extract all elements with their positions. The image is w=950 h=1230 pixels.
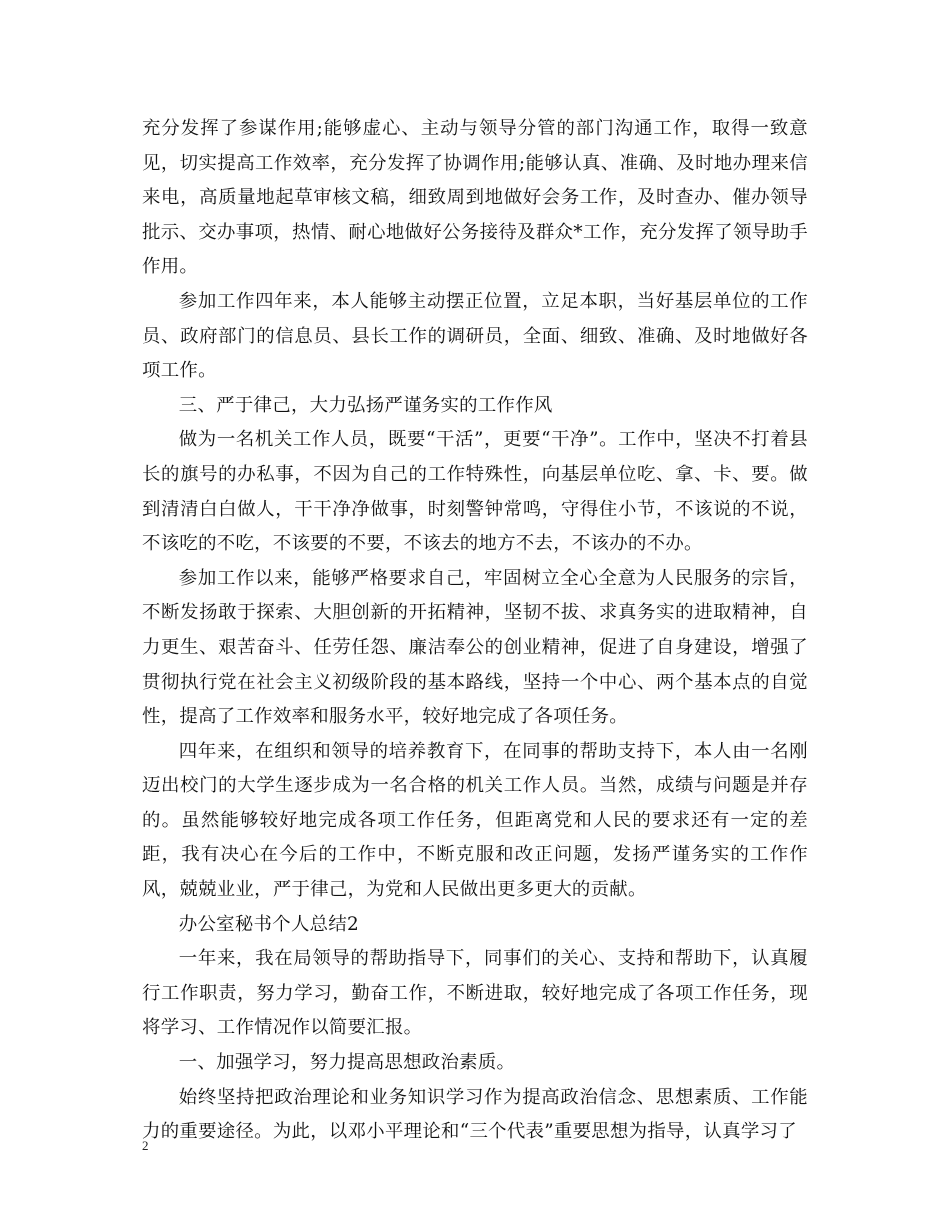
page-number: 2 [142, 1138, 149, 1153]
paragraph-10: 始终坚持把政治理论和业务知识学习作为提高政治信念、思想素质、工作能力的重要途径。为此，以邓小平理论和“三个代表”重要思想为指导，认真学习了 [142, 1086, 808, 1143]
section-heading-1: 一、加强学习，努力提高思想政治素质。 [178, 1052, 516, 1074]
paragraph-8: 一年来，我在局领导的帮助指导下，同事们的关心、支持和帮助下，认真履行工作职责，努力学习，勤奋工作，不断进取，较好地完成了各项工作任务，现将学习、工作情况作以简要汇报。 [142, 948, 808, 1039]
paragraph-6: 四年来，在组织和领导的培养教育下，在同事的帮助支持下，本人由一名刚迈出校门的大学生逐步成为一名合格的机关工作人员。当然，成绩与问题是并存的。虽然能够较好地完成各项工作任务，但距离党和人民的要求还有一定的差距，我有决心在今后的工作中，不断克服和改正问题，发扬严谨务实的工作作风，兢兢业业，严于律己，为党和人民做出更多更大的贡献。 [142, 740, 808, 901]
paragraph-5: 参加工作以来，能够严格要求自己，牢固树立全心全意为人民服务的宗旨，不断发扬敢于探索、大胆创新的开拓精神，坚韧不拔、求真务实的进取精神，自力更生、艰苦奋斗、任劳任怨、廉洁奉公的创业精神，促进了自身建设，增强了贯彻执行党在社会主义初级阶段的基本路线，坚持一个中心、两个基本点的自觉性，提高了工作效率和服务水平，较好地完成了各项任务。 [142, 567, 808, 728]
paragraph-4: 做为一名机关工作人员，既要“干活”，更要“干净”。工作中，坚决不打着县长的旗号的办私事，不因为自己的工作特殊性，向基层单位吃、拿、卡、要。做到清清白白做人，干干净净做事，时刻警钟常鸣，守得住小节，不该说的不说，不该吃的不吃，不该要的不要，不该去的地方不去，不该办的不办。 [142, 429, 808, 555]
document-body [142, 112, 808, 1150]
paragraph-2: 参加工作四年来，本人能够主动摆正位置，立足本职，当好基层单位的工作员、政府部门的信息员、县长工作的调研员，全面、细致、准确、及时地做好各项工作。 [142, 290, 808, 382]
paragraph-1: 充分发挥了参谋作用;能够虚心、主动与领导分管的部门沟通工作，取得一致意见，切实提高工作效率，充分发挥了协调作用;能够认真、准确、及时地办理来信来电，高质量地起草审核文稿，细致周到地做好会务工作，及时查办、催办领导批示、交办事项，热情、耐心地做好公务接待及群众*工作，充分发挥了领导助手作用。 [142, 118, 808, 278]
section-title-summary-2: 办公室秘书个人总结2 [178, 913, 360, 935]
section-heading-3: 三、严于律己，大力弘扬严谨务实的工作作风 [178, 394, 553, 416]
